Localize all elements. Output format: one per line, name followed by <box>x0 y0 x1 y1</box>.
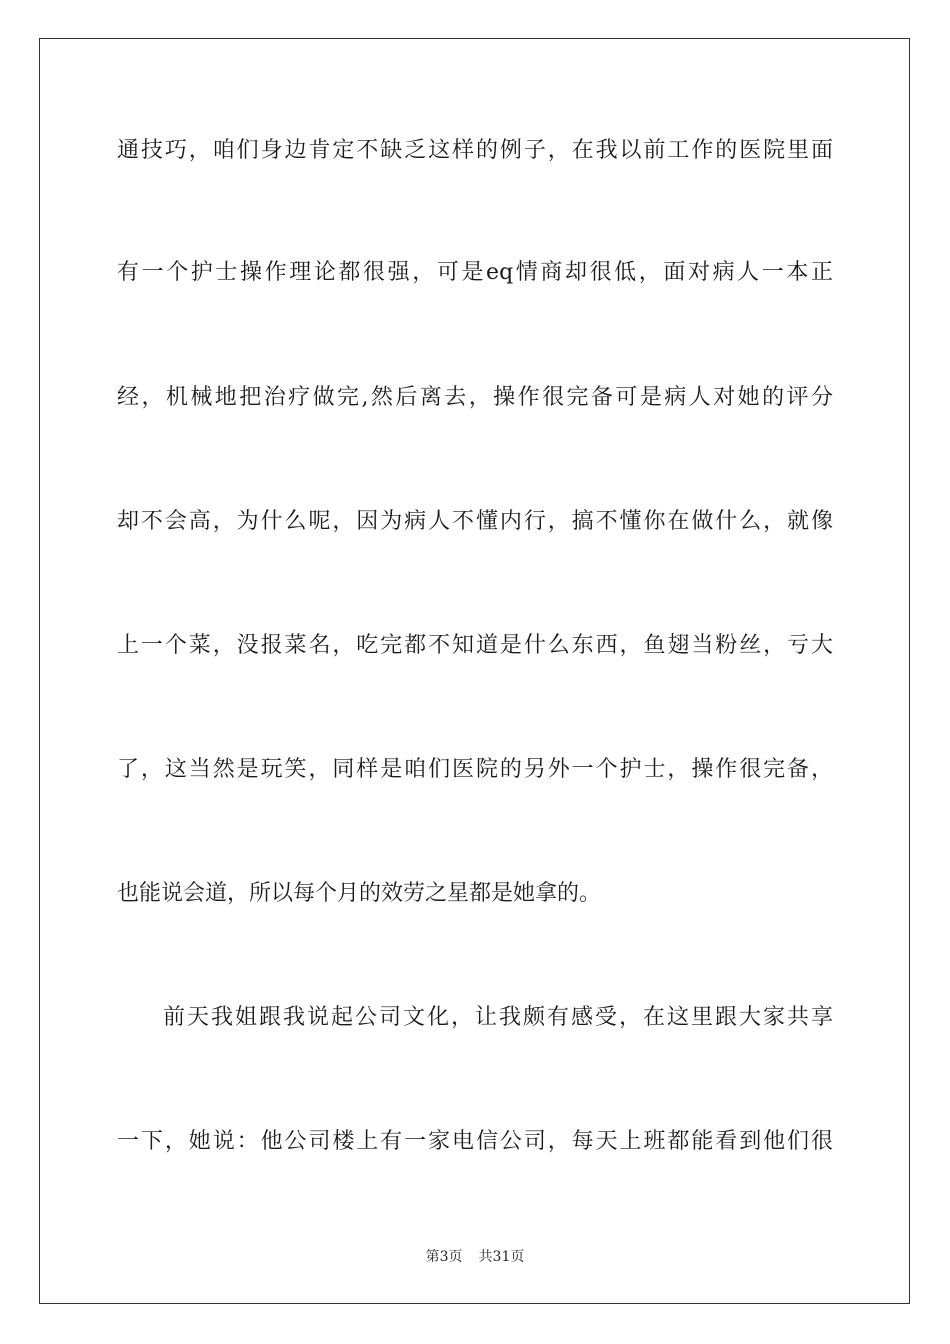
page-number: 第3页 <box>425 1249 463 1265</box>
page-footer <box>0 1248 950 1266</box>
page-total: 共31页 <box>478 1249 525 1265</box>
page-border <box>39 38 910 1304</box>
paragraph-line-8: 前天我姐跟我说起公司文化，让我颇有感受，在这里跟大家共享 <box>163 1005 833 1030</box>
paragraph-line-1: 通技巧，咱们身边肯定不缺乏这样的例子，在我以前工作的医院里面 <box>117 138 833 163</box>
paragraph-line-9: 一下，她说：他公司楼上有一家电信公司，每天上班都能看到他们很 <box>117 1129 833 1154</box>
paragraph-line-3: 经，机械地把治疗做完,然后离去，操作很完备可是病人对她的评分 <box>117 385 833 410</box>
paragraph-line-6: 了，这当然是玩笑，同样是咱们医院的另外一个护士，操作很完备， <box>117 757 833 782</box>
paragraph-line-5: 上一个菜，没报菜名，吃完都不知道是什么东西，鱼翅当粉丝，亏大 <box>117 633 833 658</box>
paragraph-line-7: 也能说会道，所以每个月的效劳之星都是她拿的。 <box>117 881 602 906</box>
paragraph-line-4: 却不会高，为什么呢，因为病人不懂内行，搞不懂你在做什么，就像 <box>117 509 833 534</box>
paragraph-line-2: 有一个护士操作理论都很强，可是eq情商却很低，面对病人一本正 <box>117 260 833 285</box>
